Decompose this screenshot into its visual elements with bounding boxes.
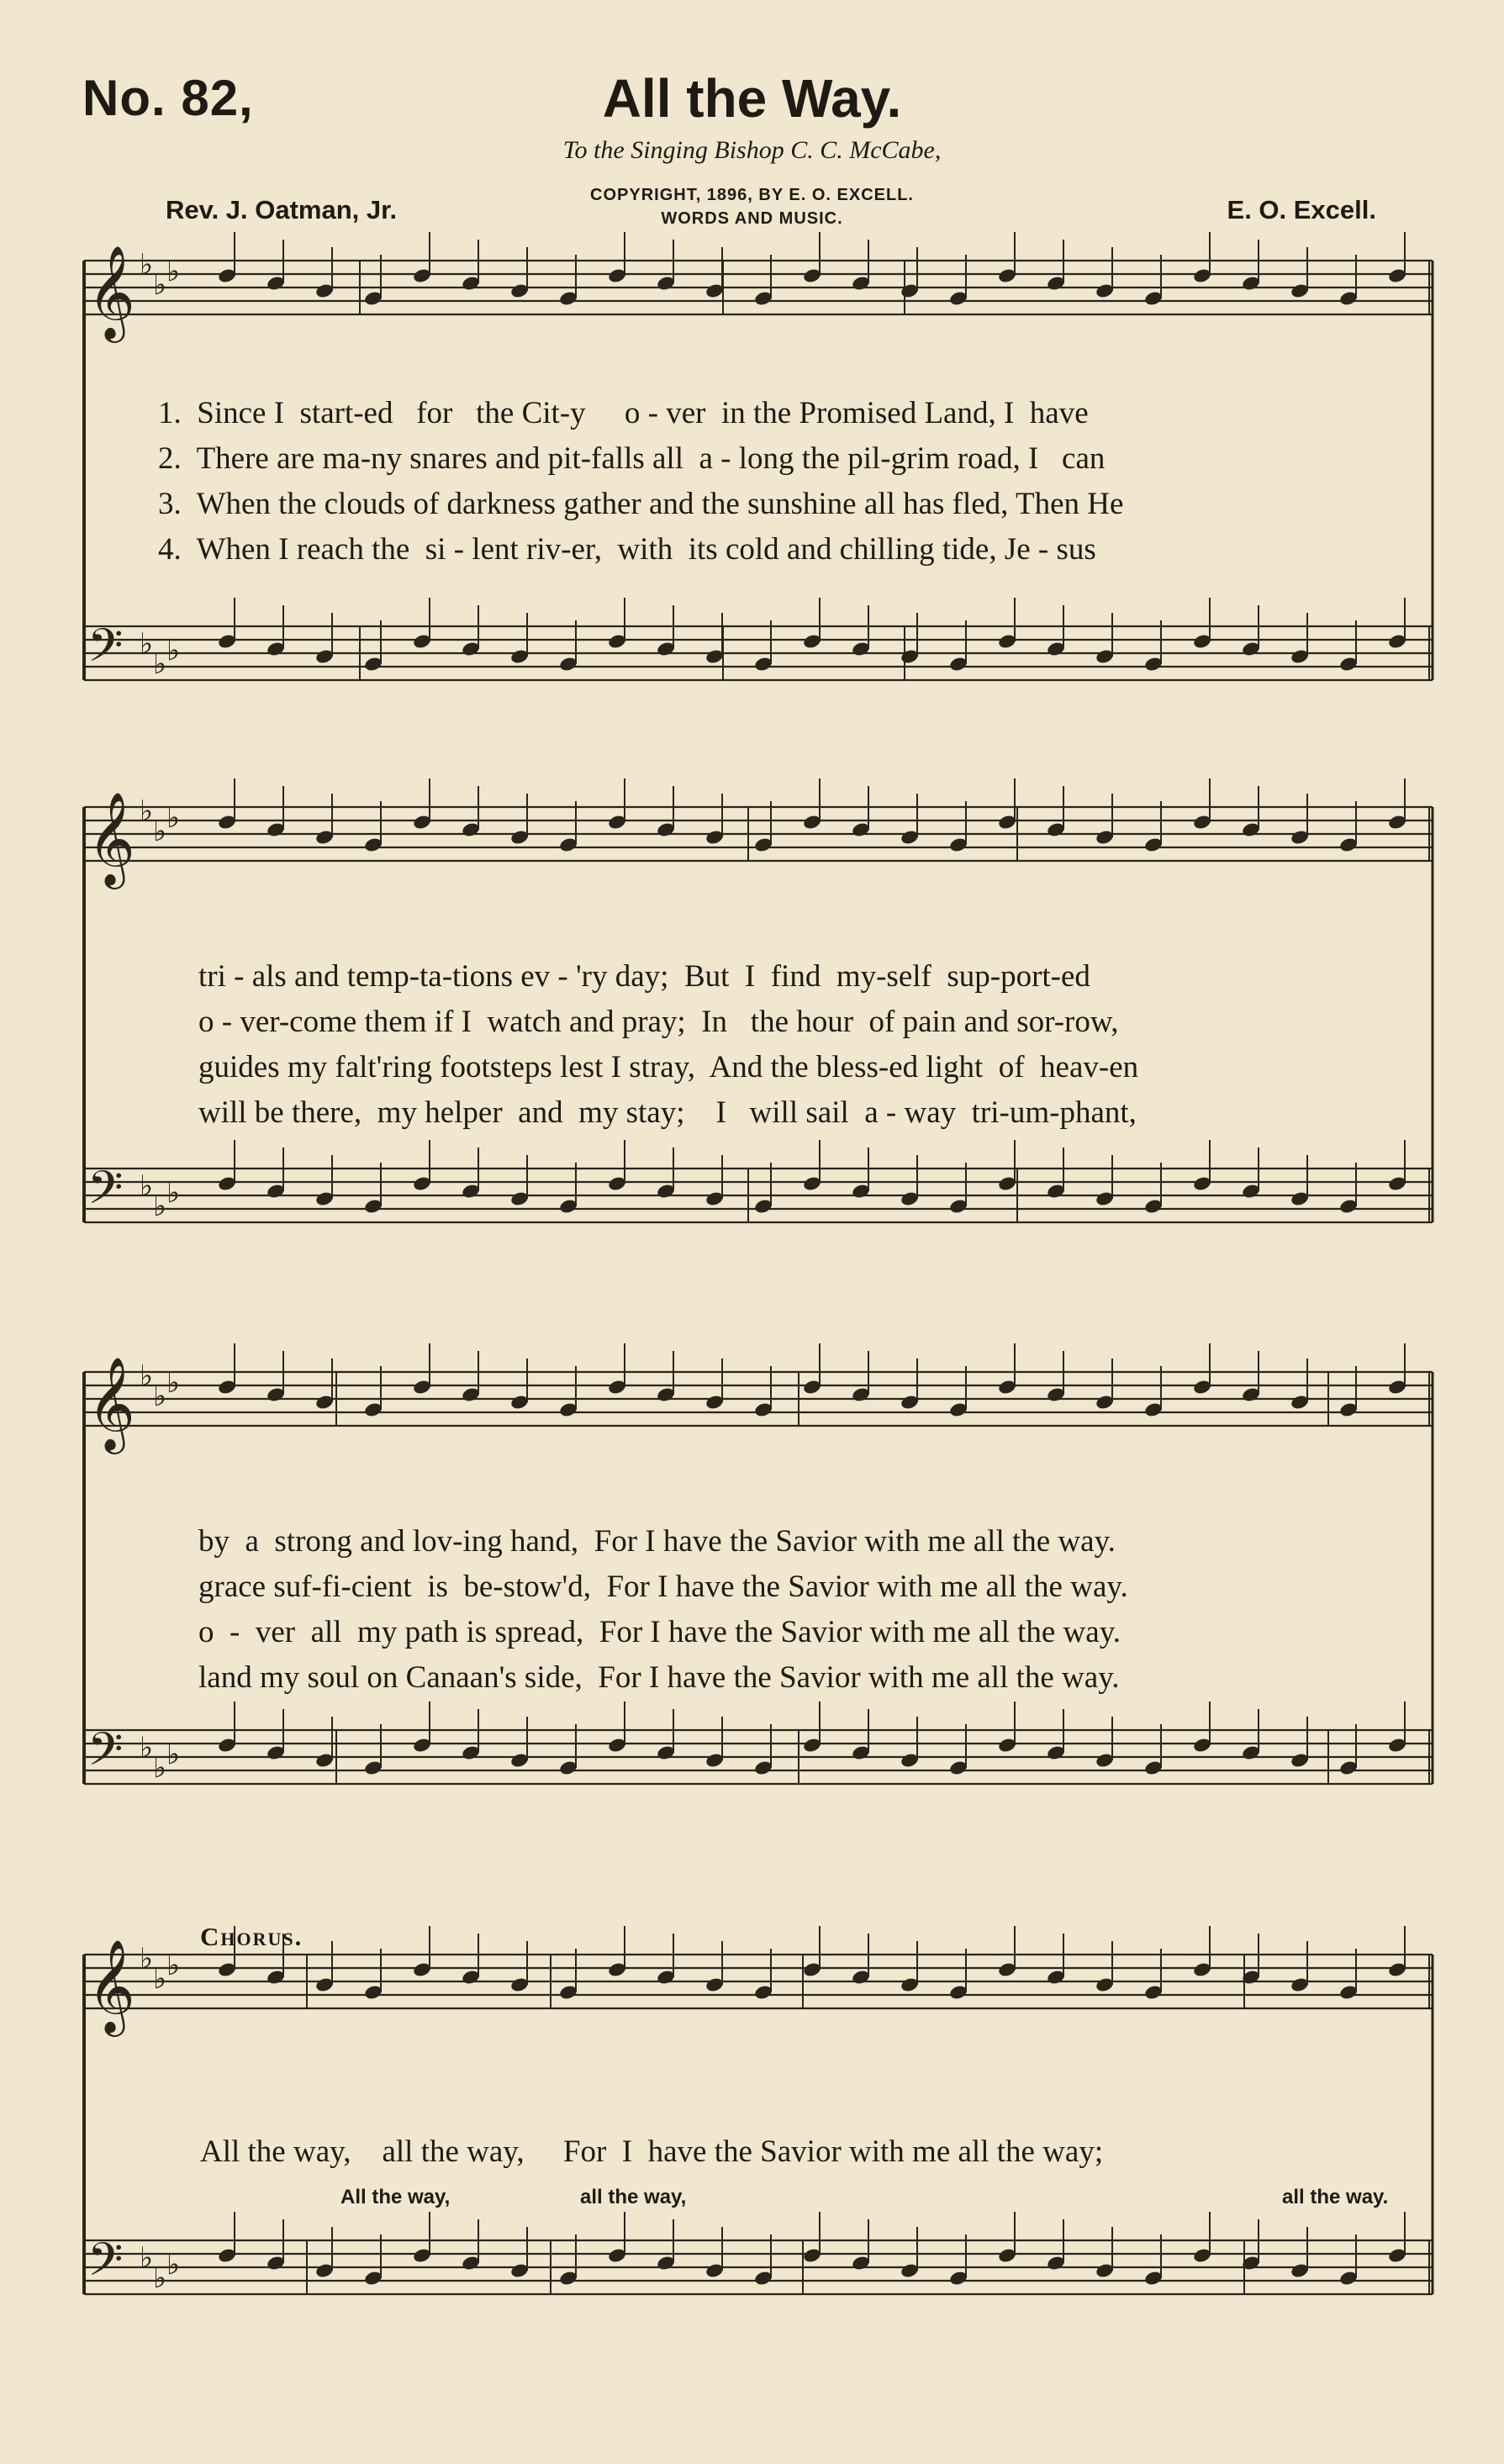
flat-sign: ♭ (166, 801, 181, 835)
clef-icon: 𝄢 (87, 619, 124, 683)
flat-sign: ♭ (153, 2261, 167, 2295)
flat-sign: ♭ (140, 1942, 154, 1976)
clef-icon: 𝄞 (87, 791, 135, 885)
verse-4-line: 4. When I reach the si - lent riv-er, with its cold and chilling tide, Je - sus (158, 532, 1096, 567)
flat-sign: ♭ (166, 634, 181, 667)
chorus-heading: Chorus. (200, 1922, 303, 1951)
dedication: To the Singing Bishop C. C. McCabe, (562, 136, 942, 164)
verse-2-line: 2. There are ma-ny snares and pit-falls all a - long the pil-grim road, I can (158, 441, 1106, 476)
flat-sign: ♭ (140, 794, 154, 828)
flat-sign: ♭ (153, 647, 167, 681)
flat-sign: ♭ (153, 268, 167, 302)
flat-sign: ♭ (153, 1380, 167, 1413)
composer-credit: E. O. Excell. (1227, 195, 1376, 224)
flat-sign: ♭ (166, 1366, 181, 1400)
chorus-lyric: All the way, all the way, For I have the Savior with me all the way; (200, 2134, 1104, 2169)
clef-icon: 𝄢 (87, 2233, 124, 2298)
flat-sign: ♭ (153, 815, 167, 848)
hymn-title: All the Way. (602, 68, 902, 129)
chorus-echo: All the way, (340, 2186, 451, 2208)
verse-2-line: o - ver-come them if I watch and pray; In the hour of pain and sor-row, (198, 1005, 1119, 1039)
clef-icon: 𝄞 (87, 245, 135, 339)
verse-2-line: grace suf-fi-cient is be-stow'd, For I have the Savior with me all the way. (198, 1570, 1128, 1604)
flat-sign: ♭ (153, 1751, 167, 1785)
verse-4-line: will be there, my helper and my stay; I will sail a - way tri-um-phant, (198, 1095, 1137, 1130)
flat-sign: ♭ (140, 1731, 154, 1765)
flat-sign: ♭ (140, 2241, 154, 2275)
verse-block-system-2 (198, 958, 1138, 1140)
verse-1-line: 1. Since I start-ed for the Cit-y o - ver in the Promised Land, I have (158, 396, 1089, 430)
copyright-subline: WORDS AND MUSIC. (661, 209, 843, 228)
chorus-echo: all the way. (1282, 2186, 1389, 2208)
flat-sign: ♭ (166, 2248, 181, 2282)
clef-icon: 𝄢 (87, 1723, 124, 1787)
flat-sign: ♭ (153, 1962, 167, 1996)
flat-sign: ♭ (166, 1738, 181, 1771)
flat-sign: ♭ (166, 1949, 181, 1982)
clef-icon: 𝄞 (87, 1939, 135, 2033)
flat-sign: ♭ (140, 627, 154, 661)
flat-sign: ♭ (140, 1169, 154, 1203)
verse-1-line: tri - als and temp-ta-tions ev - 'ry day; But I find my-self sup-port-ed (198, 959, 1090, 994)
verse-3-line: 3. When the clouds of darkness gather and the sunshine all has fled, Then He (158, 487, 1124, 521)
flat-sign: ♭ (153, 1190, 167, 1223)
flat-sign: ♭ (140, 1359, 154, 1393)
verse-4-line: land my soul on Canaan's side, For I have the Savior with me all the way. (198, 1660, 1120, 1695)
flat-sign: ♭ (140, 248, 154, 282)
verse-block-system-3 (198, 1523, 1128, 1705)
clef-icon: 𝄞 (87, 1356, 135, 1450)
verse-1-line: by a strong and lov-ing hand, For I have the Savior with me all the way. (198, 1524, 1116, 1559)
clef-icon: 𝄢 (87, 1161, 124, 1226)
chorus-echo: all the way, (580, 2186, 687, 2208)
flat-sign: ♭ (166, 255, 181, 288)
verse-3-line: guides my falt'ring footsteps lest I stray, And the bless-ed light of heav-en (198, 1050, 1139, 1084)
verse-3-line: o - ver all my path is spread, For I have the Savior with me all the way. (198, 1615, 1121, 1649)
flat-sign: ♭ (166, 1176, 181, 1210)
lyricist-credit: Rev. J. Oatman, Jr. (166, 195, 398, 224)
hymn-number: No. 82, (82, 70, 254, 126)
copyright-line: COPYRIGHT, 1896, BY E. O. EXCELL. (590, 186, 914, 204)
verse-block-system-1 (158, 395, 1123, 577)
